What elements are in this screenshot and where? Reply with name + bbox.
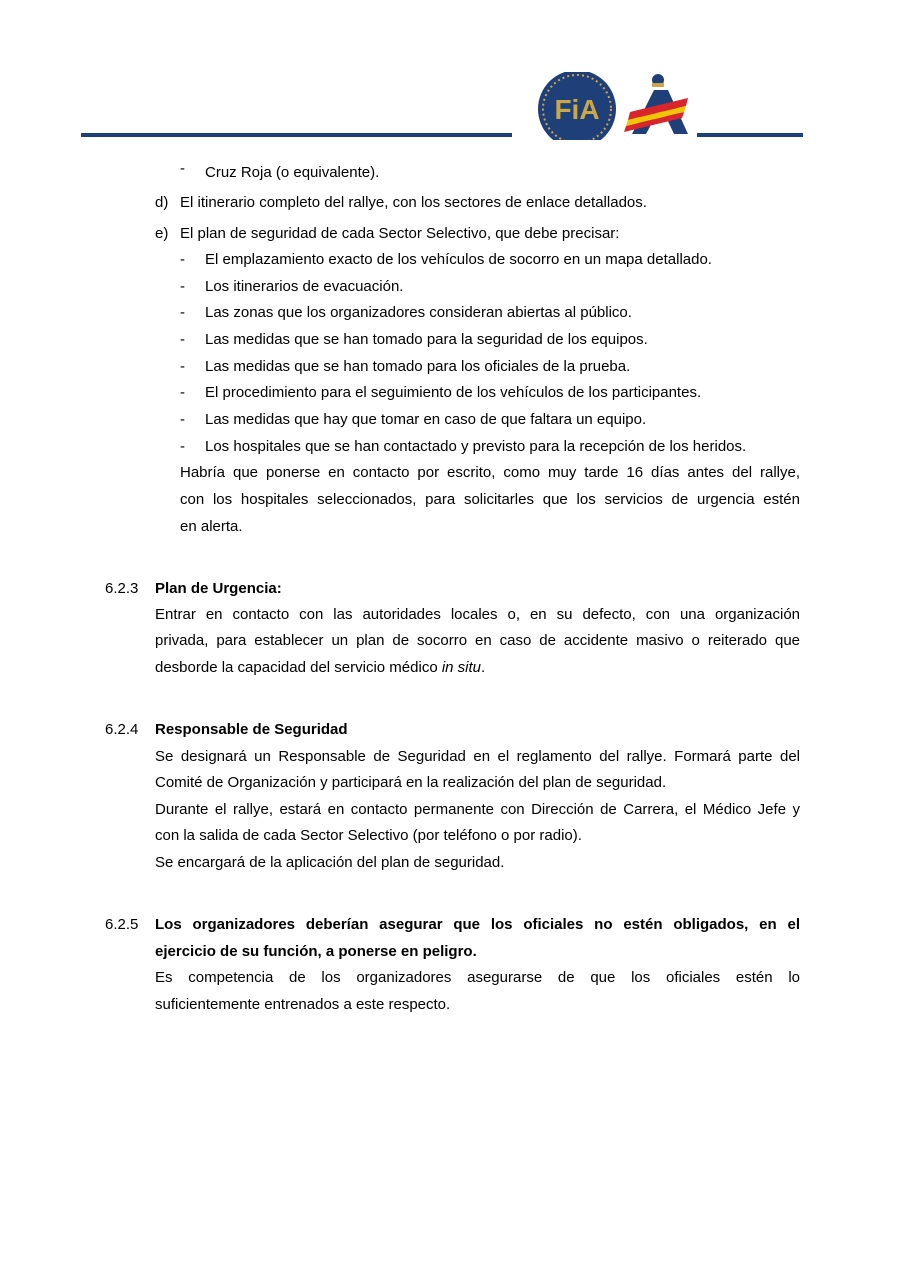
paragraph-line (155, 655, 485, 682)
bullet-dash: - (180, 278, 185, 295)
list-item: Las zonas que los organizadores consideran abiertas al público. (205, 304, 632, 321)
paragraph-line: en alerta. (180, 518, 243, 535)
bullet-dash: - (180, 304, 185, 321)
list-item: El emplazamiento exacto de los vehículos de socorro en un mapa detallado. (205, 251, 712, 268)
italic-term: in situ (441, 659, 482, 676)
section-title: Plan de Urgencia: (155, 580, 282, 597)
header-logos (536, 72, 696, 140)
section-number: 6.2.3 (105, 580, 139, 597)
section-number: 6.2.4 (105, 721, 139, 738)
text-run: desborde la capacidad del servicio médico (155, 659, 442, 676)
paragraph-line: Habría que ponerse en contacto por escrito, como muy tarde 16 días antes del rallye, (180, 464, 800, 481)
list-item: Las medidas que se han tomado para los oficiales de la prueba. (205, 358, 631, 375)
list-item: Las medidas que hay que tomar en caso de que faltara un equipo. (205, 411, 647, 428)
section-title: Los organizadores deberían asegurar que los oficiales no estén obligados, en el (155, 916, 800, 933)
paragraph-line: Durante el rallye, estará en contacto permanente con Dirección de Carrera, el Médico Jefe y (155, 801, 800, 818)
section-number: 6.2.5 (105, 916, 139, 933)
paragraph-line: privada, para establecer un plan de socorro en caso de accidente masivo o reiterado que (155, 632, 800, 649)
rfeda-logo (624, 74, 688, 135)
bullet-dash: - (180, 384, 185, 401)
rfeda-logo-text: A (659, 134, 661, 135)
bullet-dash: - (180, 160, 185, 177)
paragraph-line: Es competencia de los organizadores asegurarse de que los oficiales estén lo (155, 969, 800, 986)
list-marker-d: d) (155, 194, 169, 211)
bullet-dash: - (180, 438, 185, 455)
bullet-dash: - (180, 358, 185, 375)
fia-logo-text: FiA (554, 94, 600, 125)
bullet-dash: - (180, 331, 185, 348)
paragraph-line: con los hospitales seleccionados, para solicitarles que los servicios de urgencia estén (180, 491, 800, 508)
list-item-e: El plan de seguridad de cada Sector Selectivo, que debe precisar: (180, 225, 620, 242)
paragraph-line: Se encargará de la aplicación del plan de seguridad. (155, 854, 505, 871)
text-run: . (481, 659, 486, 676)
bullet-dash: - (180, 251, 185, 268)
list-item: Los hospitales que se han contactado y previsto para la recepción de los heridos. (205, 438, 747, 455)
list-marker-e: e) (155, 225, 169, 242)
paragraph-line: suficientemente entrenados a este respecto. (155, 996, 451, 1013)
header-rule-left (81, 133, 512, 137)
paragraph-line: con la salida de cada Sector Selectivo (por teléfono o por radio). (155, 827, 582, 844)
list-item-d: El itinerario completo del rallye, con los sectores de enlace detallados. (180, 194, 647, 211)
fia-logo (538, 72, 616, 140)
list-item: Las medidas que se han tomado para la seguridad de los equipos. (205, 331, 648, 348)
paragraph-line: Entrar en contacto con las autoridades locales o, en su defecto, con una organización (155, 606, 800, 623)
paragraph-line: Comité de Organización y participará en la realización del plan de seguridad. (155, 774, 667, 791)
header-rule-right (697, 133, 803, 137)
list-item: El procedimiento para el seguimiento de los vehículos de los participantes. (205, 384, 702, 401)
paragraph-line: Se designará un Responsable de Seguridad en el reglamento del rallye. Formará parte del (155, 748, 800, 765)
section-title: ejercicio de su función, a ponerse en peligro. (155, 943, 477, 960)
bullet-dash: - (180, 411, 185, 428)
list-item: Cruz Roja (o equivalente). (205, 164, 380, 181)
list-item: Los itinerarios de evacuación. (205, 278, 404, 295)
section-title: Responsable de Seguridad (155, 721, 348, 738)
